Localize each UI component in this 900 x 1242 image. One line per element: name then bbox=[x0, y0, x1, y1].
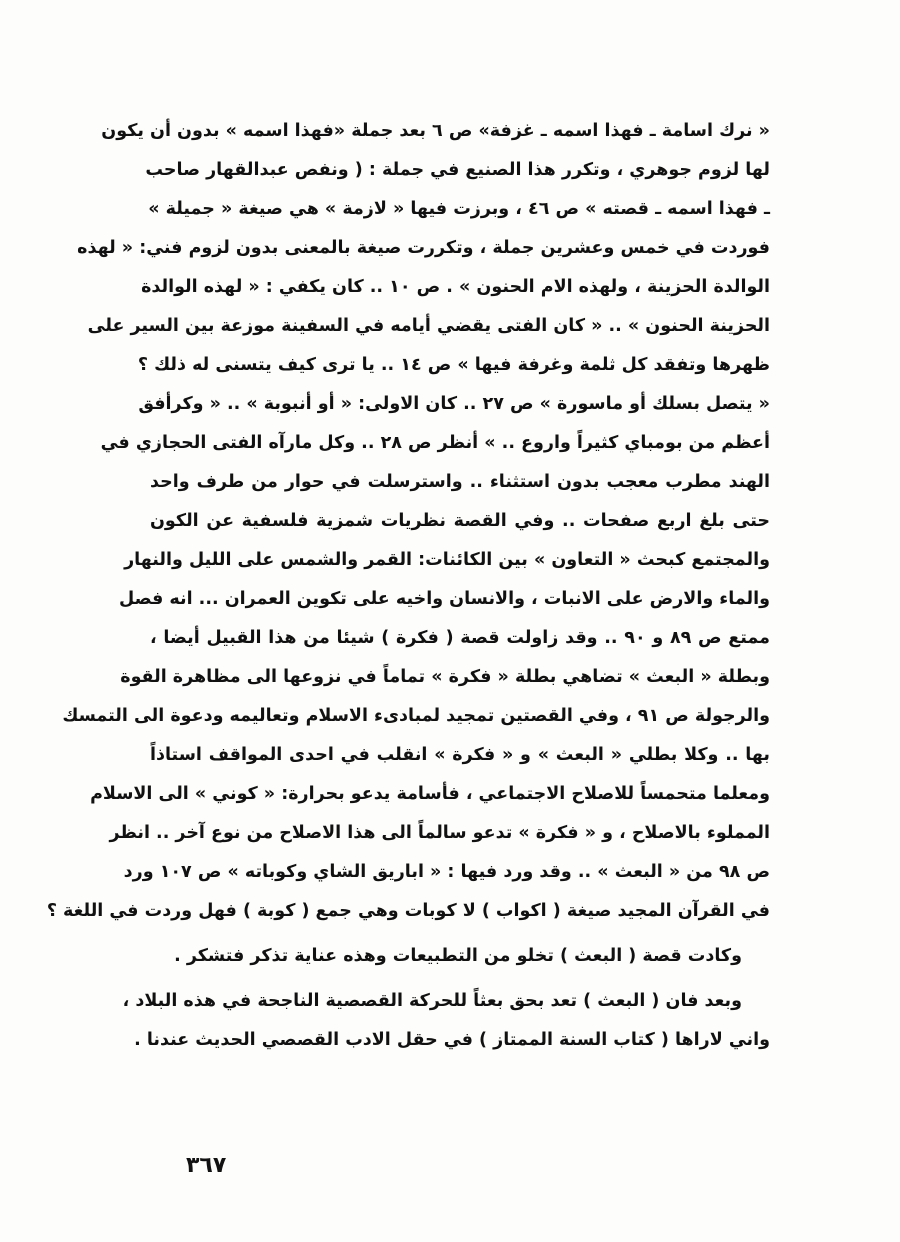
text-line-13: والماء والارض على الانبات ، والانسان واخيه على تكوين العمران ... انه فصل bbox=[118, 589, 770, 609]
text-line-11: حتى بلغ اربع صفحات .. وفي القصة نظريات شمزية فلسفية عن الكون bbox=[150, 511, 770, 531]
text-line-22: وكادت قصة ( البعث ) تخلو من التطبيعات وهذه عناية تذكر فتشكر . bbox=[174, 946, 742, 966]
text-line-21: في القرآن المجيد صيغة ( اكواب ) لا كوبات وهي جمع ( كوبة ) فهل وردت في اللغة ؟ bbox=[46, 901, 770, 921]
text-line-5: الوالدة الحزينة ، ولهذه الام الحنون » . ص ١٠ .. كان يكفي : « لهذه الوالدة bbox=[141, 277, 770, 297]
text-line-4: فوردت في خمس وعشرين جملة ، وتكررت صيغة بالمعنى بدون لزوم فني: « لهذه bbox=[77, 238, 770, 258]
body-text bbox=[46, 112, 770, 1060]
text-line-23: وبعد فان ( البعث ) تعد بحق بعثاً للحركة القصصية الناجحة في هذه البلاد ، bbox=[122, 991, 742, 1011]
text-line-10: الهند مطرب معجب بدون استثناء .. واسترسلت في حوار من طرف واحد bbox=[150, 472, 770, 492]
text-line-8: « يتصل بسلك أو ماسورة » ص ٢٧ .. كان الاولى: « أو أنبوبة » .. « وكرأفق bbox=[138, 394, 770, 414]
text-line-19: المملوء بالاصلاح ، و « فكرة » تدعو سالماً الى هذا الاصلاح من نوع آخر .. انظر bbox=[109, 823, 770, 843]
text-line-1: « نرك اسامة ـ فهذا اسمه ـ غزفة» ص ٦ بعد جملة «فهذا اسمه » بدون أن يكون bbox=[101, 121, 770, 141]
text-line-15: وبطلة « البعث » تضاهي بطلة « فكرة » تماماً في نزوعها الى مظاهرة القوة bbox=[120, 667, 770, 687]
text-line-14: ممتع ص ٨٩ و ٩٠ .. وقد زاولت قصة ( فكرة ) شيئا من هذا القبيل أيضا ، bbox=[150, 628, 770, 648]
text-line-9: أعظم من بومباي كثيراً واروع .. » أنظر ص ٢٨ .. وكل مارآه الفتى الحجازي في bbox=[100, 433, 770, 453]
text-line-6: الحزينة الحنون » .. « كان الفتى يقضي أيامه في السفينة موزعة بين السير على bbox=[87, 316, 770, 336]
text-line-24: واني لاراها ( كتاب السنة الممتاز ) في حقل الادب القصصي الحديث عندنا . bbox=[134, 1030, 770, 1050]
text-line-18: ومعلما متحمساً للاصلاح الاجتماعي ، فأسامة يدعو بحرارة: « كوني » الى الاسلام bbox=[90, 784, 770, 804]
text-line-3: ـ فهذا اسمه ـ قصته » ص ٤٦ ، وبرزت فيها « لازمة » هي صيغة « جميلة » bbox=[148, 199, 770, 219]
text-line-17: بها .. وكلا بطلي « البعث » و « فكرة » انقلب في احدى المواقف استاذاً bbox=[150, 745, 770, 765]
text-line-12: والمجتمع كبحث « التعاون » بين الكائنات: القمر والشمس على الليل والنهار bbox=[124, 550, 770, 570]
text-line-20: ص ٩٨ من « البعث » .. وقد ورد فيها : « اباريق الشاي وكوباته » ص ١٠٧ ورد bbox=[123, 862, 770, 882]
text-line-2: لها لزوم جوهري ، وتكرر هذا الصنيع في جملة : ( ونفص عبدالقهار صاحب bbox=[145, 160, 770, 180]
text-line-7: ظهرها وتفقد كل ثلمة وغرفة فيها » ص ١٤ .. يا ترى كيف يتسنى له ذلك ؟ bbox=[137, 355, 770, 375]
page-number: ٣٦٧ bbox=[186, 1153, 227, 1178]
text-line-16: والرجولة ص ٩١ ، وفي القصتين تمجيد لمبادىء الاسلام وتعاليمه ودعوة الى التمسك bbox=[62, 706, 770, 726]
